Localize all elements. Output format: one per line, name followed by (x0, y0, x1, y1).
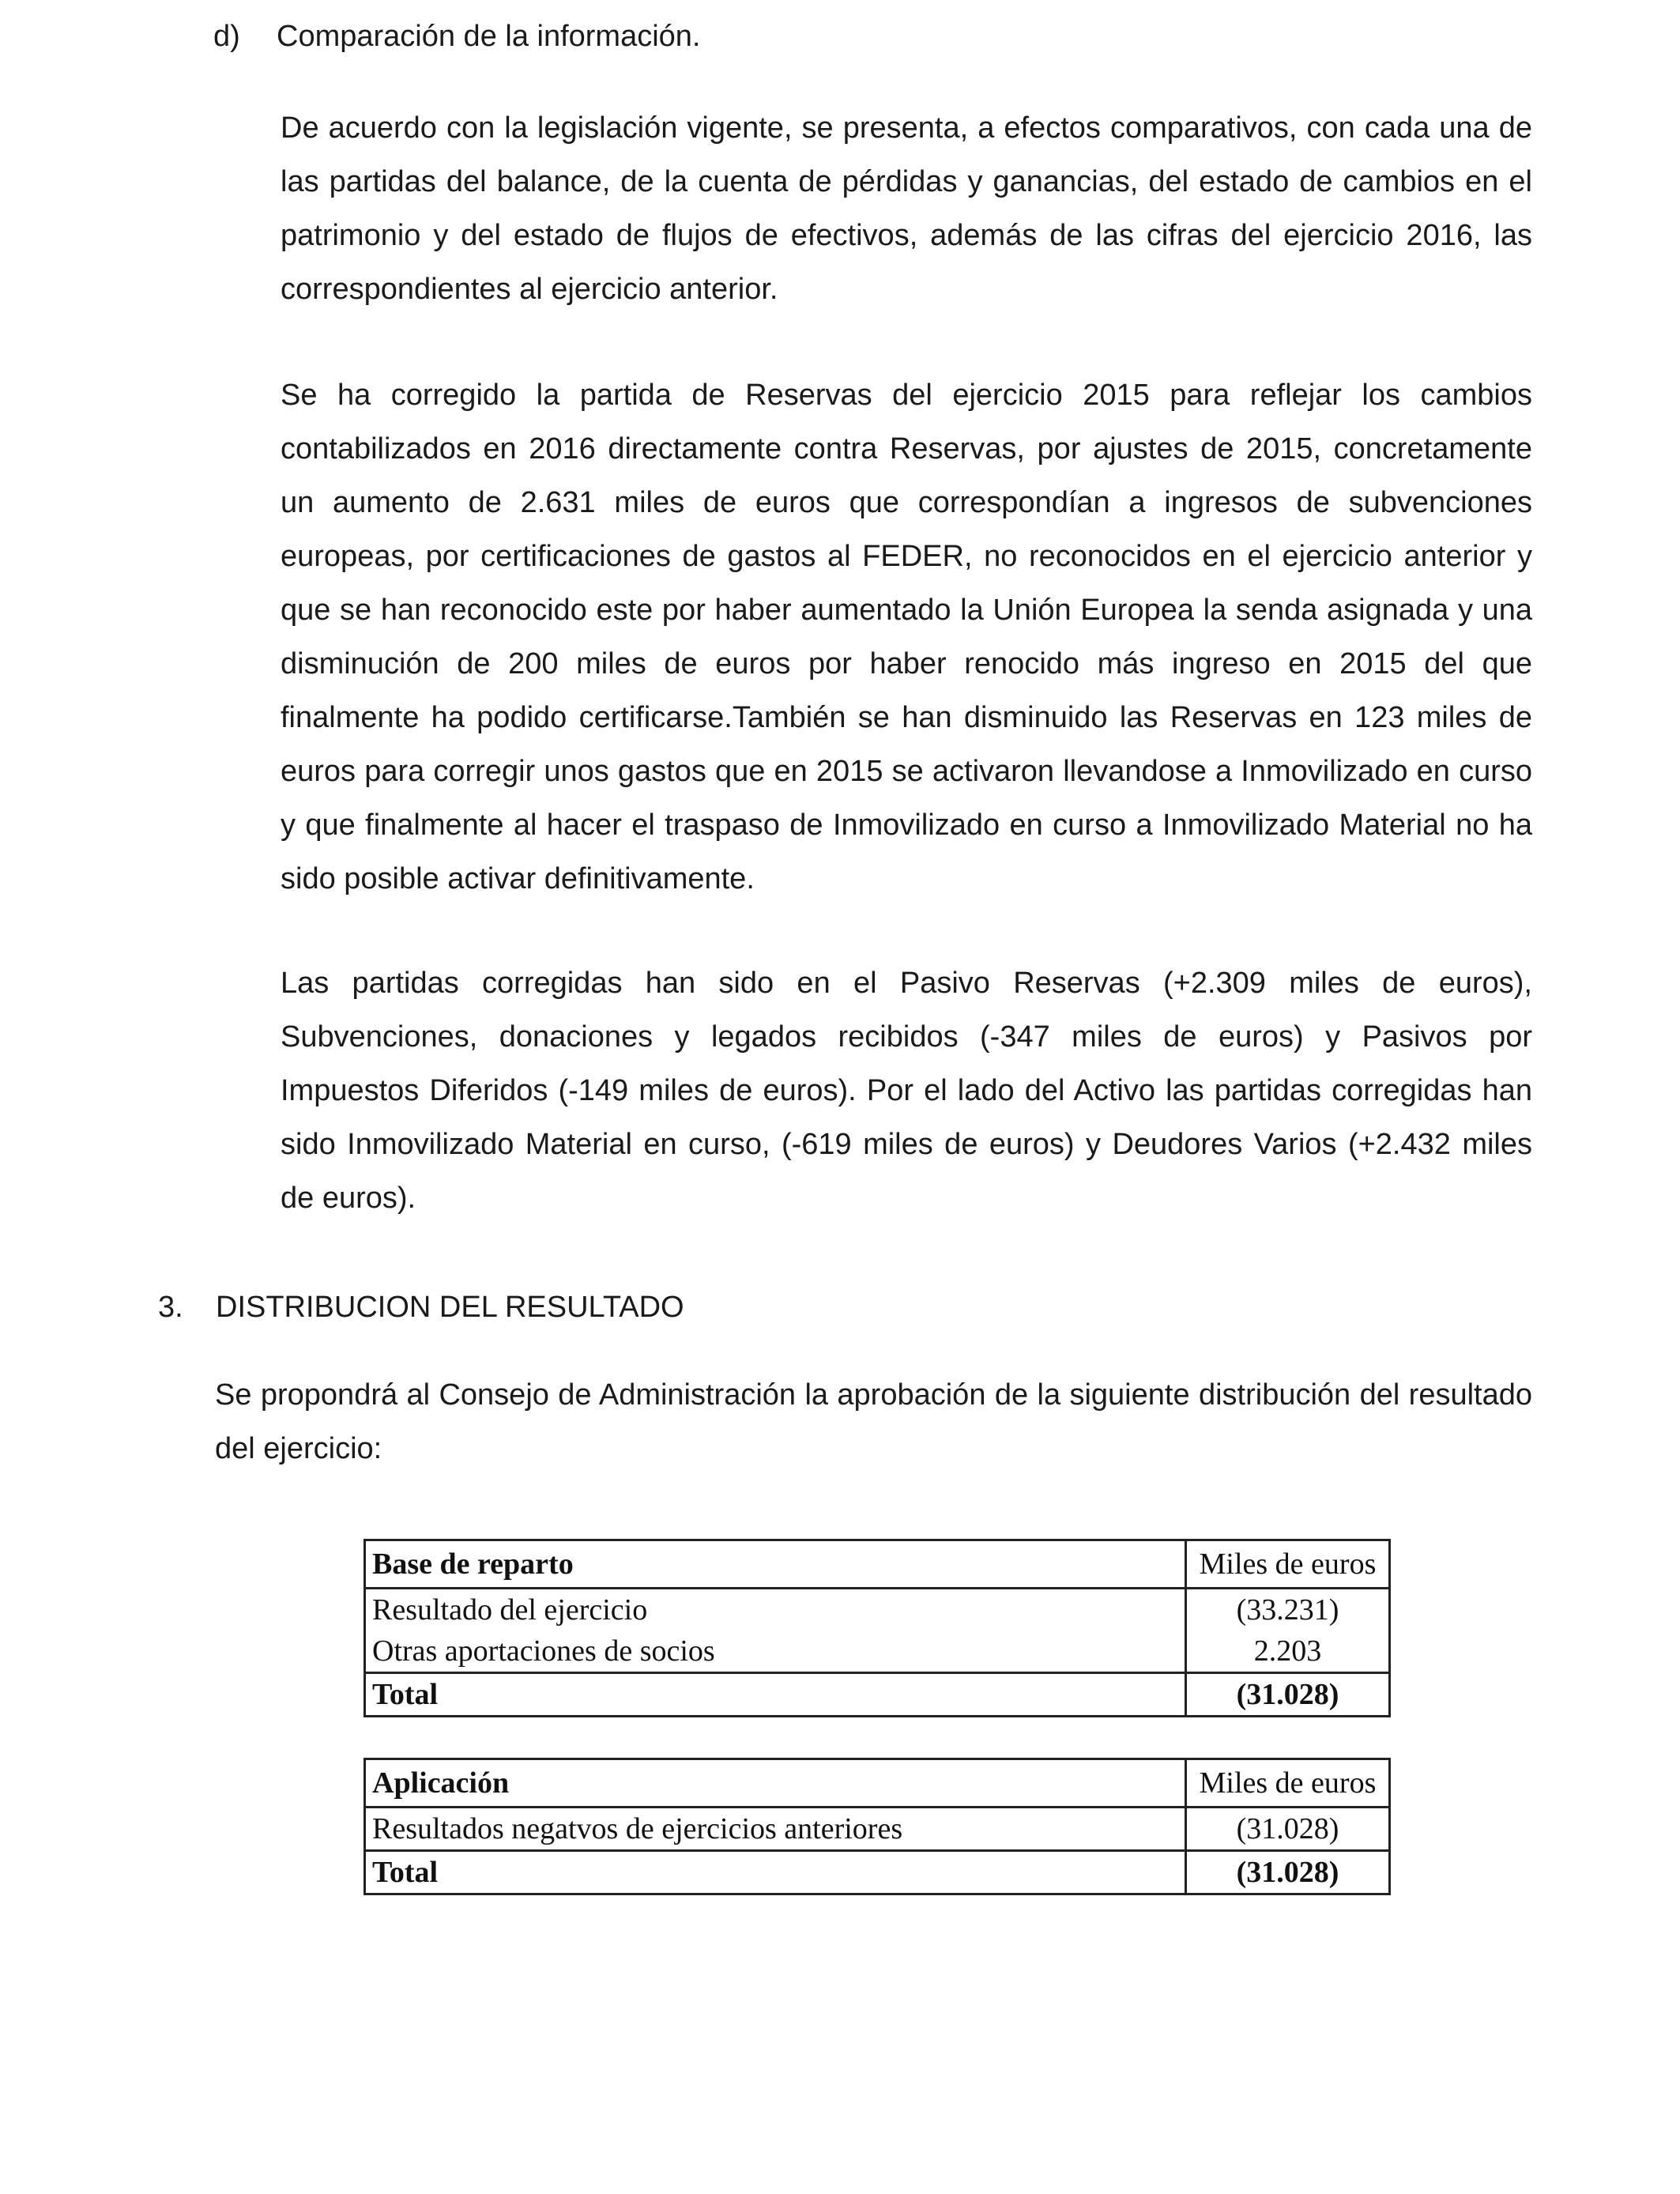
row-value: (33.231) (1186, 1589, 1390, 1631)
table-base-reparto (363, 1539, 1391, 1717)
table-header-label: Aplicación (365, 1759, 1186, 1808)
section-3-title: DISTRIBUCION DEL RESULTADO (216, 1291, 684, 1324)
paragraph-comparison: De acuerdo con la legislación vigente, se presenta, a efectos comparativos, con cada una de las partidas del balance, de la cuenta de pérdidas y ganancias, del estado de cambios en el patrimonio y del estado de flujos de efectivos, además de las cifras del ejercicio 2016, las correspondientes al ejercicio anterior. (281, 111, 1532, 306)
table-row (365, 1630, 1390, 1673)
table-aplicacion (363, 1758, 1391, 1895)
paragraph-distribution-intro: Se propondrá al Consejo de Administración la aprobación de la siguiente distribución del resultado del ejercicio: (215, 1378, 1532, 1465)
table-header-label: Base de reparto (365, 1540, 1186, 1589)
row-value: 2.203 (1186, 1630, 1390, 1673)
row-label: Otras aportaciones de socios (365, 1630, 1186, 1673)
table-header-row (365, 1759, 1390, 1808)
section-3-heading (158, 1288, 684, 1326)
section-d-heading (213, 17, 701, 55)
table-row (365, 1808, 1390, 1851)
section-d-title: Comparación de la información. (277, 20, 701, 53)
total-value: (31.028) (1186, 1851, 1390, 1894)
table-header-unit: Miles de euros (1186, 1540, 1390, 1589)
row-label: Resultado del ejercicio (365, 1589, 1186, 1631)
total-value: (31.028) (1186, 1673, 1390, 1717)
table-header-row (365, 1540, 1390, 1589)
total-label: Total (365, 1851, 1186, 1894)
table-total-row (365, 1673, 1390, 1717)
section-d-marker: d) (213, 20, 240, 53)
table-total-row (365, 1851, 1390, 1894)
row-value: (31.028) (1186, 1808, 1390, 1851)
section-3-number: 3. (158, 1291, 183, 1324)
table-row (365, 1589, 1390, 1631)
paragraph-corrected-items: Las partidas corregidas han sido en el Pasivo Reservas (+2.309 miles de euros), Subvenciones, donaciones y legados recibidos (-347 miles de euros) y Pasivos por Impuestos Diferidos (-149 miles de euros). Por el lado del Activo las partidas corregidas han sido Inmovilizado Material en curso, (-619 miles de euros) y Deudores Varios (+2.432 miles de euros). (281, 967, 1532, 1215)
table-header-unit: Miles de euros (1186, 1759, 1390, 1808)
row-label: Resultados negatvos de ejercicios anteriores (365, 1808, 1186, 1851)
paragraph-reserves-correction: Se ha corregido la partida de Reservas del ejercicio 2015 para reflejar los cambios contabilizados en 2016 directamente contra Reservas, por ajustes de 2015, concretamente un aumento de 2.631 miles de euros que correspondían a ingresos de subvenciones europeas, por certificaciones de gastos al FEDER, no reconocidos en el ejercicio anterior y que se han reconocido este por haber aumentado la Unión Europea la senda asignada y una disminución de 200 miles de euros por haber renocido más ingreso en 2015 del que finalmente ha podido certificarse.También se han disminuido las Reservas en 123 miles de euros para corregir unos gastos que en 2015 se activaron llevandose a Inmovilizado en curso y que finalmente al hacer el traspaso de Inmovilizado en curso a Inmovilizado Material no ha sido posible activar definitivamente. (281, 379, 1532, 895)
total-label: Total (365, 1673, 1186, 1717)
